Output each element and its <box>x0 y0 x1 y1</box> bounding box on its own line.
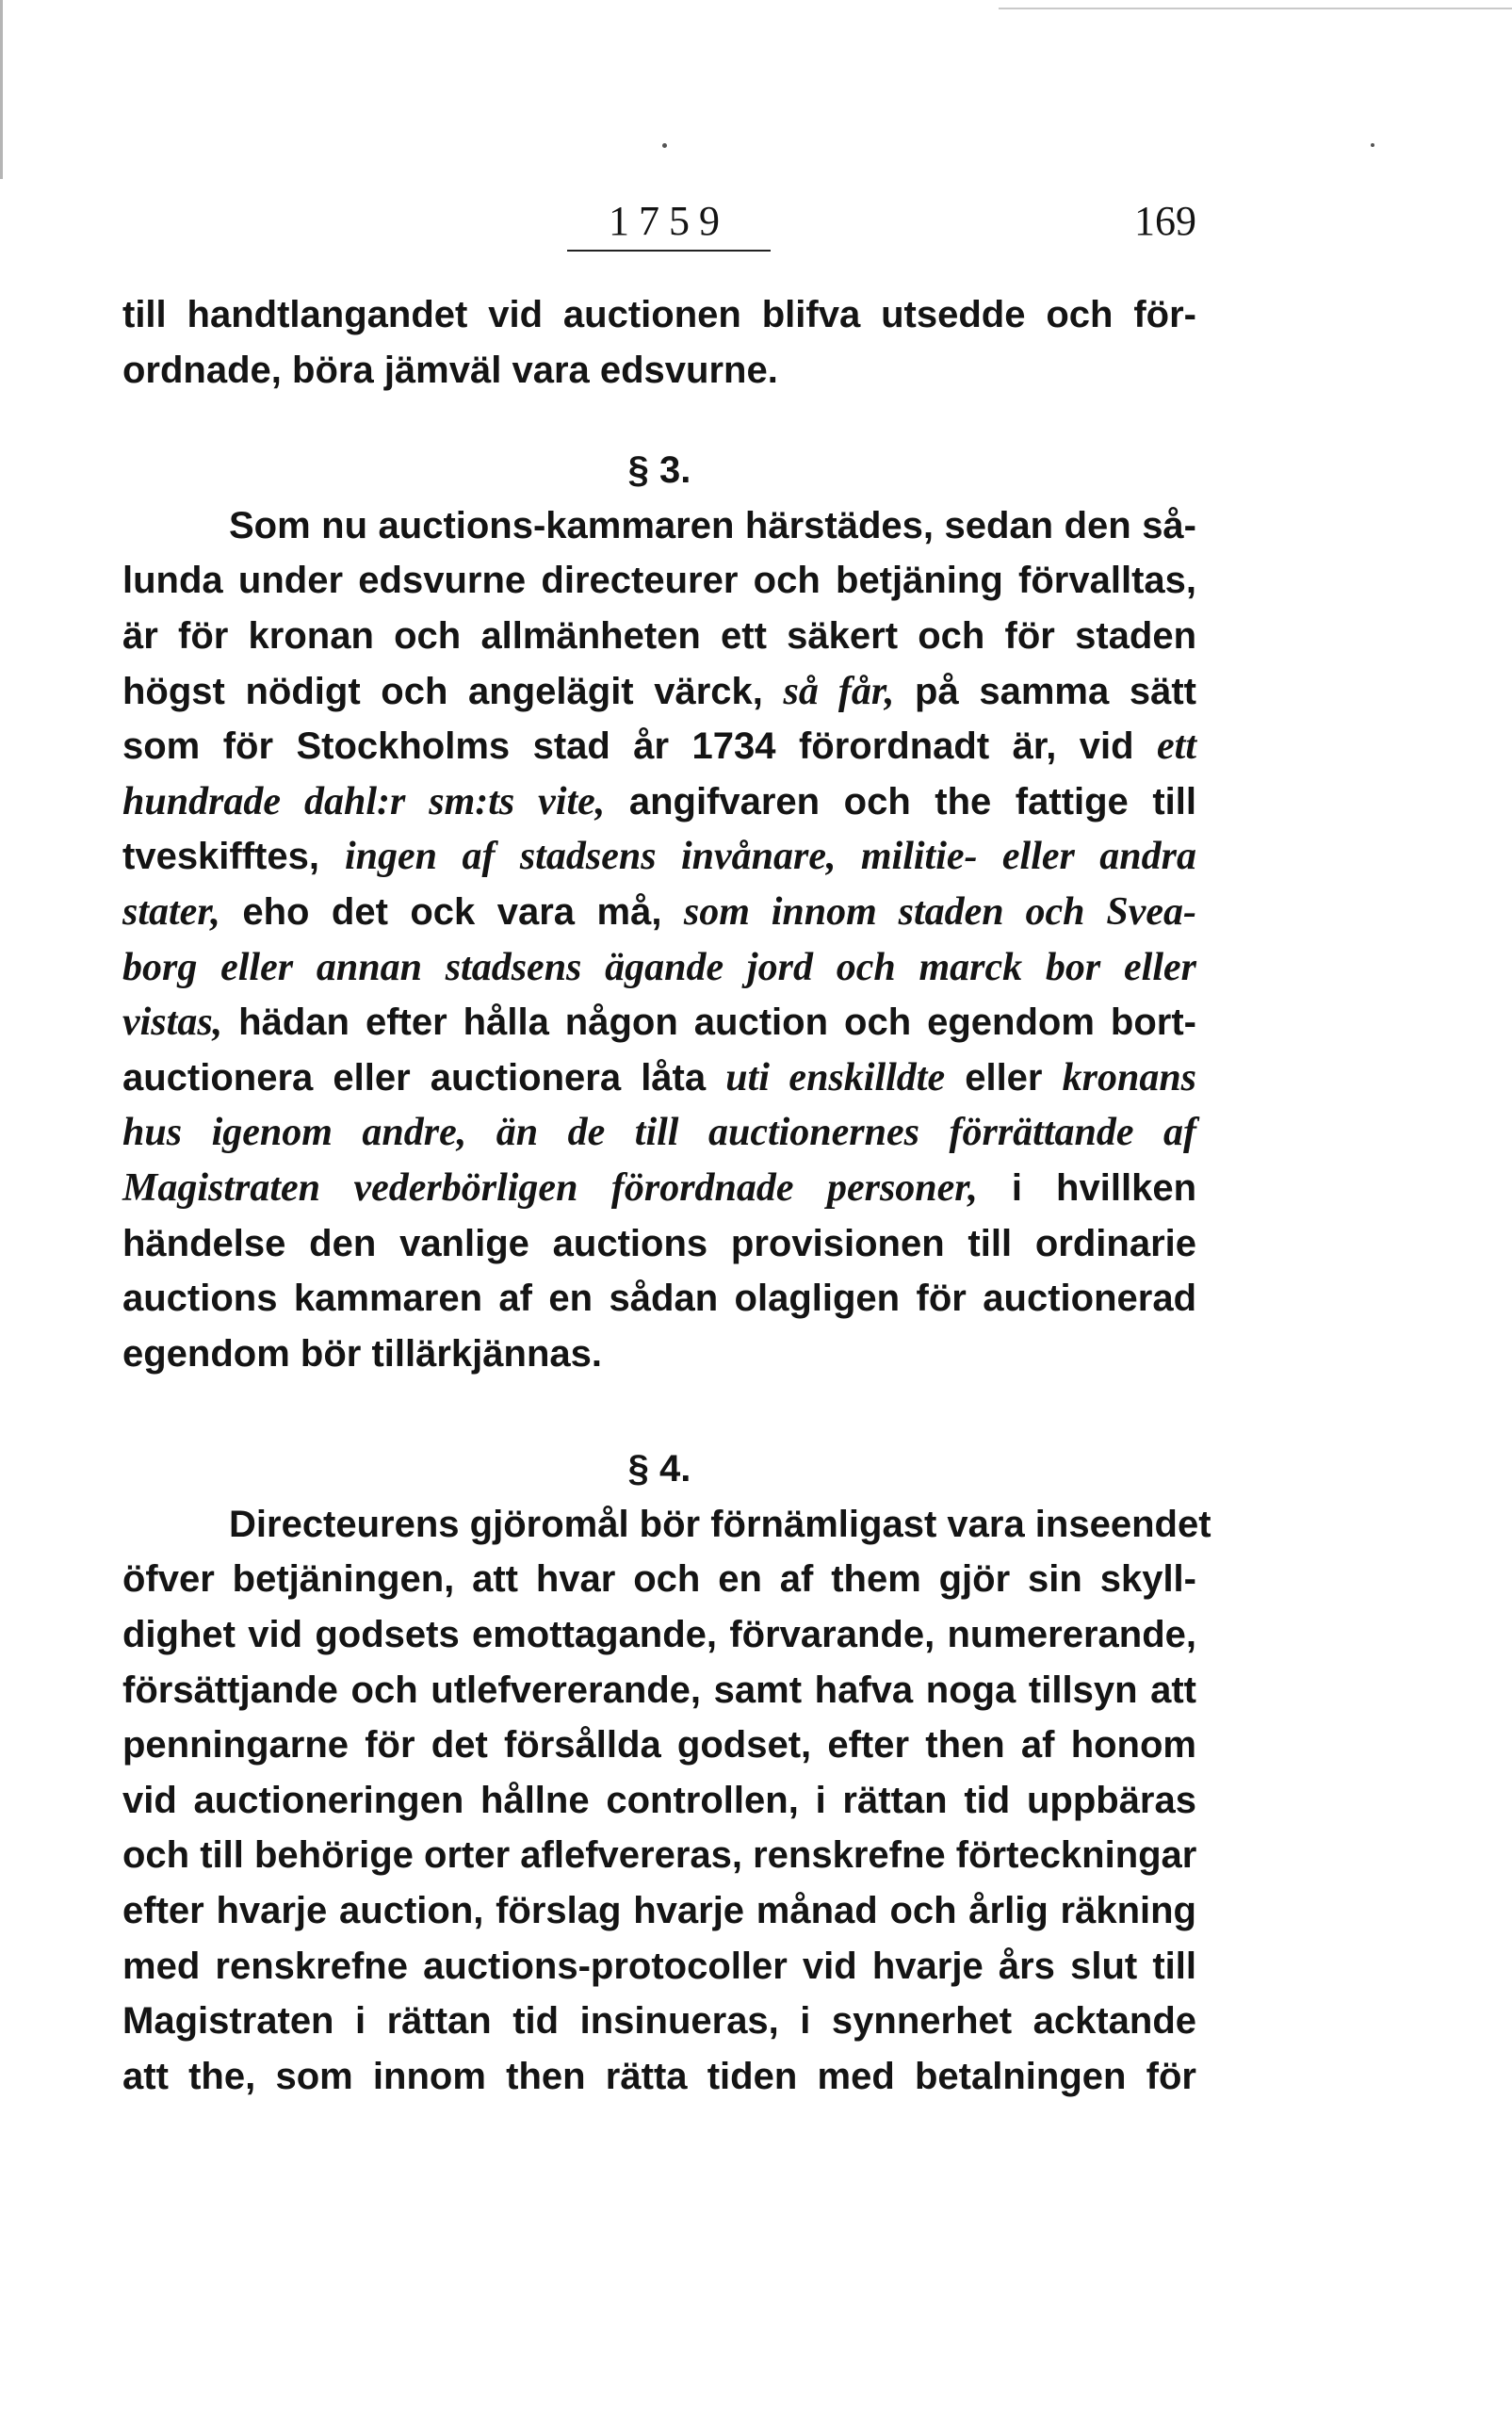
text-segment: auctionera eller auctionera låta <box>122 1056 726 1099</box>
text-line: händelse den vanlige auctions provisionen till ordinarie <box>122 1222 1196 1264</box>
text-line: dighet vid godsets emottagande, förvarande, numererande, <box>122 1614 1196 1656</box>
italic-segment: ingen af stadsens invånare, militie- eller andra <box>345 835 1196 879</box>
text-line: Magistraten i rättan tid insinueras, i synnerhet acktande <box>122 2000 1196 2043</box>
text-line <box>122 664 1196 720</box>
text-line: till handtlangandet vid auctionen blifva utsedde och för- <box>122 294 1196 335</box>
text-line: öfver betjäningen, att hvar och en af them gjör sin skyll- <box>122 1558 1196 1601</box>
text-line: egendom bör tillärkjännas. <box>122 1332 603 1375</box>
text-segment: på samma sätt <box>894 670 1196 712</box>
text-line <box>122 885 1196 940</box>
text-segment: i hvillken <box>977 1166 1196 1209</box>
text-line: vid auctioneringen hållne controllen, i rättan tid uppbäras <box>122 1779 1196 1821</box>
scan-edge-line <box>999 8 1512 9</box>
text-line: Som nu auctions-kammaren härstädes, sedan den så- <box>229 504 1196 546</box>
text-segment: som för Stockholms stad år 1734 förordnadt är, vid <box>122 725 1158 768</box>
text-line: efter hvarje auction, förslag hvarje månad och årlig räkning <box>122 1890 1196 1932</box>
text-line: auctions kammaren af en sådan olagligen för auctionerad <box>122 1278 1196 1320</box>
text-line: lunda under edsvurne directeurer och betjäning förvalltas, <box>122 560 1196 602</box>
italic-segment: som innom staden och Svea- <box>683 889 1196 934</box>
text-line: med renskrefne auctions-protocoller vid hvarje års slut till <box>122 1945 1196 1987</box>
year-heading: 1759 <box>609 198 729 244</box>
italic-segment: stater, <box>122 889 220 934</box>
text-line <box>122 1050 1196 1106</box>
italic-segment: ett <box>1157 725 1196 769</box>
italic-segment: Magistraten vederbörligen förordnade personer, <box>122 1165 978 1210</box>
page-number: 169 <box>1134 198 1196 244</box>
text-line: penningarne för det försållda godset, efter then af honom <box>122 1724 1196 1767</box>
text-segment: tveskifftes, <box>122 836 346 878</box>
text-segment: angifvaren och the fattige till <box>605 780 1196 822</box>
text-line: är för kronan och allmänheten ett säkert och för staden <box>122 614 1196 657</box>
scan-speck <box>1371 143 1374 147</box>
section-heading-4: § 4. <box>627 1448 691 1490</box>
italic-segment: så får, <box>783 669 895 713</box>
italic-segment: hundrade dahl:r sm:ts vite, <box>122 779 606 823</box>
text-segment: hädan efter hålla någon auction och egendom bort- <box>222 1001 1196 1044</box>
italic-segment: vistas, <box>122 1001 223 1045</box>
scan-left-edge <box>0 0 3 179</box>
text-line: försättjande och utlefvererande, samt hafva noga tillsyn att <box>122 1669 1196 1711</box>
text-segment: eho det ock vara må, <box>219 890 684 933</box>
text-segment: högst nödigt och angelägit värck, <box>122 670 784 712</box>
text-line: borg eller annan stadsens ägande jord och marck bor eller <box>122 945 1196 989</box>
text-line: Directeurens gjöromål bör förnämligast vara inseendet <box>229 1503 1211 1545</box>
italic-segment: kronans <box>1062 1055 1197 1099</box>
italic-segment: uti enskilldte <box>725 1055 946 1099</box>
year-underline <box>567 250 771 252</box>
section-heading-3: § 3. <box>627 449 691 492</box>
text-line: ordnade, böra jämväl vara edsvurne. <box>122 349 778 391</box>
page-header <box>122 193 1196 259</box>
text-line <box>122 719 1196 774</box>
text-line: och till behörige orter aflefvereras, renskrefne förteckningar <box>122 1834 1197 1877</box>
text-line <box>122 774 1196 830</box>
text-line <box>122 995 1196 1050</box>
text-line <box>122 829 1196 885</box>
text-line: hus igenom andre, än de till auctionernes förrättande af <box>122 1111 1196 1155</box>
document-body <box>122 287 1211 2104</box>
text-segment: eller <box>945 1056 1063 1099</box>
scan-speck <box>662 143 667 148</box>
text-line: att the, som innom then rätta tiden med betalningen för <box>122 2055 1196 2097</box>
text-line <box>122 1161 1196 1216</box>
